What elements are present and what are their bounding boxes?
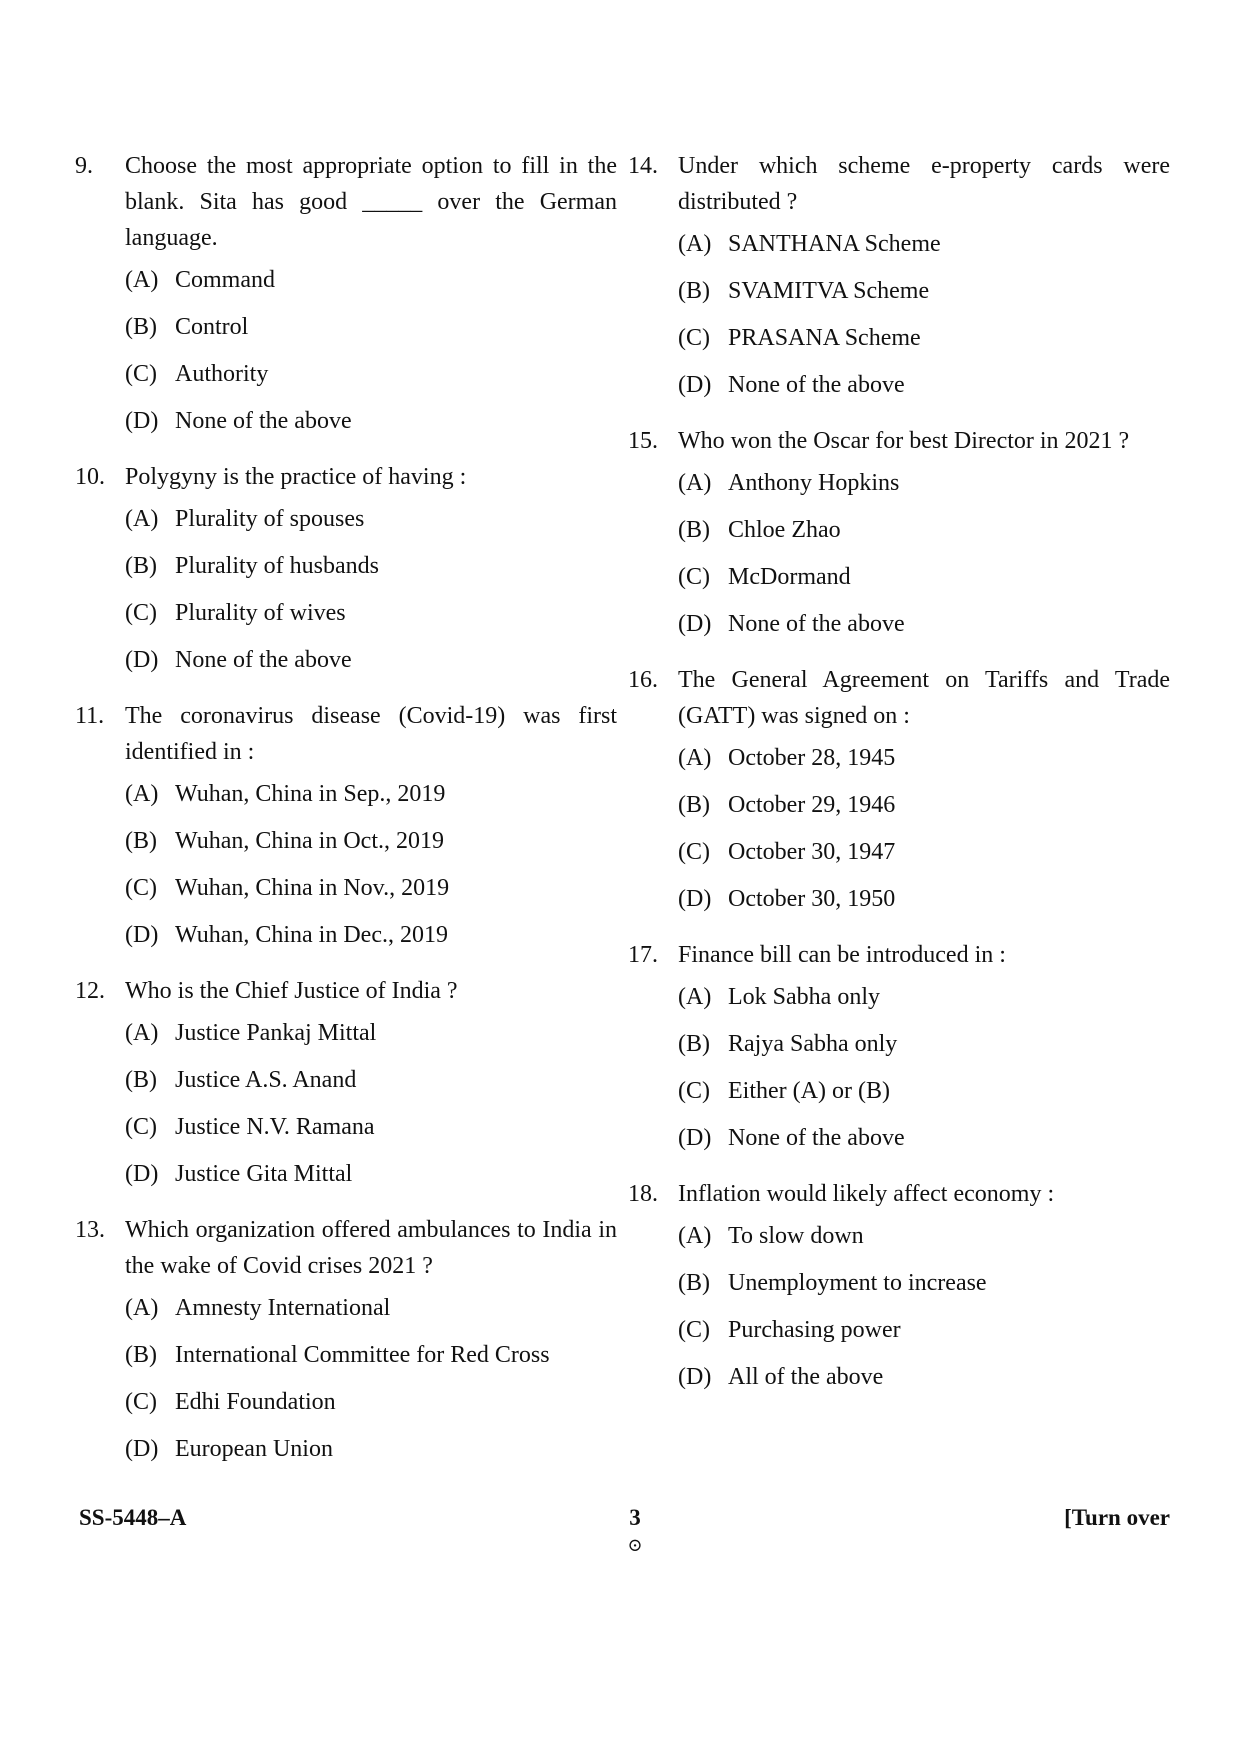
option-text: None of the above — [175, 647, 352, 673]
question-number: 10. — [75, 464, 105, 490]
question-10 — [75, 459, 617, 692]
question-17 — [628, 937, 1170, 1170]
option-label: (D) — [678, 372, 712, 398]
question-15 — [628, 423, 1170, 656]
option-text: European Union — [175, 1436, 333, 1462]
option-list — [125, 1293, 617, 1481]
option-b — [125, 1065, 617, 1112]
option-text: None of the above — [728, 1125, 905, 1151]
option-text: None of the above — [728, 611, 905, 637]
option-text: McDormand — [728, 564, 851, 590]
option-label: (C) — [678, 564, 710, 590]
option-b — [125, 1340, 617, 1387]
option-d — [678, 884, 1170, 931]
option-label: (D) — [678, 886, 712, 912]
question-text: Which organization offered ambulances to India in the wake of Covid crises 2021 ? — [125, 1217, 617, 1279]
turn-over-note: [Turn over — [1064, 1505, 1170, 1530]
option-label: (B) — [125, 1342, 157, 1368]
option-list — [678, 1221, 1170, 1409]
option-a — [125, 265, 617, 312]
option-text: Control — [175, 314, 249, 340]
option-b — [678, 276, 1170, 323]
option-label: (C) — [125, 1114, 157, 1140]
option-c — [125, 873, 617, 920]
option-text: Plurality of husbands — [175, 553, 379, 579]
question-text: The General Agreement on Tariffs and Trade (GATT) was signed on : — [678, 667, 1170, 729]
option-text: All of the above — [728, 1364, 884, 1390]
option-a — [678, 1221, 1170, 1268]
option-text: Either (A) or (B) — [728, 1078, 890, 1104]
question-18 — [628, 1176, 1170, 1409]
option-list — [678, 229, 1170, 417]
option-text: Justice Gita Mittal — [175, 1161, 353, 1187]
option-label: (D) — [125, 1161, 159, 1187]
option-c — [678, 837, 1170, 884]
option-label: (D) — [125, 408, 159, 434]
option-text: SANTHANA Scheme — [728, 231, 941, 257]
option-a — [125, 779, 617, 826]
option-text: Justice N.V. Ramana — [175, 1114, 375, 1140]
option-b — [678, 790, 1170, 837]
option-label: (D) — [125, 647, 159, 673]
option-text: October 30, 1950 — [728, 886, 896, 912]
option-label: (B) — [678, 278, 710, 304]
option-label: (A) — [125, 1020, 159, 1046]
option-c — [125, 1112, 617, 1159]
option-label: (B) — [678, 1031, 710, 1057]
paper-code: SS-5448–A — [79, 1505, 187, 1530]
right-column — [628, 148, 1170, 1415]
option-b — [125, 551, 617, 598]
question-number: 11. — [75, 703, 105, 729]
option-text: Edhi Foundation — [175, 1389, 336, 1415]
option-text: None of the above — [175, 408, 352, 434]
option-label: (D) — [678, 611, 712, 637]
option-a — [678, 743, 1170, 790]
question-9 — [75, 148, 617, 453]
option-list — [125, 779, 617, 967]
option-label: (D) — [678, 1125, 712, 1151]
option-c — [125, 359, 617, 406]
question-text: Who won the Oscar for best Director in 2021 ? — [678, 428, 1130, 454]
option-c — [678, 1076, 1170, 1123]
option-b — [125, 312, 617, 359]
question-number: 13. — [75, 1217, 105, 1243]
option-text: International Committee for Red Cross — [175, 1342, 550, 1368]
option-c — [125, 598, 617, 645]
option-a — [678, 468, 1170, 515]
option-c — [125, 1387, 617, 1434]
option-a — [125, 504, 617, 551]
question-number: 9. — [75, 153, 93, 179]
option-list — [678, 743, 1170, 931]
option-d — [678, 1123, 1170, 1170]
option-label: (A) — [125, 781, 159, 807]
option-text: Purchasing power — [728, 1317, 901, 1343]
option-list — [678, 468, 1170, 656]
option-label: (A) — [125, 267, 159, 293]
option-text: Rajya Sabha only — [728, 1031, 898, 1057]
option-c — [678, 1315, 1170, 1362]
option-d — [678, 609, 1170, 656]
option-text: Amnesty International — [175, 1295, 391, 1321]
option-label: (A) — [125, 506, 159, 532]
question-text: Choose the most appropriate option to fill in the blank. Sita has good _____ over the German language. — [125, 153, 617, 251]
option-text: Chloe Zhao — [728, 517, 841, 543]
option-d — [125, 1434, 617, 1481]
option-label: (C) — [125, 361, 157, 387]
option-b — [125, 826, 617, 873]
question-number: 15. — [628, 428, 658, 454]
question-12 — [75, 973, 617, 1206]
option-text: October 28, 1945 — [728, 745, 896, 771]
option-text: Command — [175, 267, 275, 293]
left-column — [75, 148, 617, 1487]
option-text: Wuhan, China in Oct., 2019 — [175, 828, 444, 854]
option-label: (C) — [125, 875, 157, 901]
option-c — [678, 323, 1170, 370]
option-label: (C) — [678, 1078, 710, 1104]
question-11 — [75, 698, 617, 967]
option-a — [125, 1293, 617, 1340]
option-text: Anthony Hopkins — [728, 470, 900, 496]
option-d — [125, 406, 617, 453]
option-b — [678, 515, 1170, 562]
option-text: Lok Sabha only — [728, 984, 880, 1010]
option-d — [125, 1159, 617, 1206]
option-text: PRASANA Scheme — [728, 325, 921, 351]
option-list — [125, 504, 617, 692]
option-text: Wuhan, China in Sep., 2019 — [175, 781, 446, 807]
option-label: (A) — [678, 1223, 712, 1249]
option-label: (D) — [125, 922, 159, 948]
option-label: (C) — [678, 325, 710, 351]
question-number: 12. — [75, 978, 105, 1004]
question-number: 18. — [628, 1181, 658, 1207]
option-a — [678, 229, 1170, 276]
option-label: (B) — [678, 792, 710, 818]
option-label: (C) — [125, 600, 157, 626]
option-d — [678, 370, 1170, 417]
option-b — [678, 1029, 1170, 1076]
question-number: 17. — [628, 942, 658, 968]
question-text: The coronavirus disease (Covid-19) was first identified in : — [125, 703, 617, 765]
option-text: October 30, 1947 — [728, 839, 896, 865]
option-b — [678, 1268, 1170, 1315]
option-text: To slow down — [728, 1223, 864, 1249]
option-label: (B) — [125, 828, 157, 854]
option-label: (B) — [678, 517, 710, 543]
option-text: Unemployment to increase — [728, 1270, 987, 1296]
option-label: (A) — [678, 745, 712, 771]
option-text: None of the above — [728, 372, 905, 398]
option-text: October 29, 1946 — [728, 792, 896, 818]
option-list — [125, 265, 617, 453]
option-label: (A) — [678, 470, 712, 496]
question-text: Inflation would likely affect economy : — [678, 1181, 1055, 1207]
question-text: Under which scheme e-property cards were distributed ? — [678, 153, 1170, 215]
question-number: 14. — [628, 153, 658, 179]
option-list — [678, 982, 1170, 1170]
option-text: Wuhan, China in Nov., 2019 — [175, 875, 450, 901]
option-label: (C) — [678, 839, 710, 865]
option-text: Justice Pankaj Mittal — [175, 1020, 377, 1046]
option-a — [678, 982, 1170, 1029]
option-label: (B) — [678, 1270, 710, 1296]
option-label: (A) — [678, 231, 712, 257]
option-list — [125, 1018, 617, 1206]
question-text: Finance bill can be introduced in : — [678, 942, 1006, 968]
option-d — [125, 920, 617, 967]
question-16 — [628, 662, 1170, 931]
option-label: (B) — [125, 1067, 157, 1093]
option-d — [678, 1362, 1170, 1409]
option-text: SVAMITVA Scheme — [728, 278, 930, 304]
option-label: (D) — [125, 1436, 159, 1462]
option-text: Justice A.S. Anand — [175, 1067, 357, 1093]
option-c — [678, 562, 1170, 609]
circle-dot-mark: ⊙ — [627, 1535, 643, 1555]
question-number: 16. — [628, 667, 658, 693]
question-13 — [75, 1212, 617, 1481]
option-text: Plurality of spouses — [175, 506, 365, 532]
option-d — [125, 645, 617, 692]
question-text: Who is the Chief Justice of India ? — [125, 978, 458, 1004]
option-text: Wuhan, China in Dec., 2019 — [175, 922, 448, 948]
option-a — [125, 1018, 617, 1065]
option-text: Authority — [175, 361, 269, 387]
question-text: Polygyny is the practice of having : — [125, 464, 467, 490]
option-label: (A) — [678, 984, 712, 1010]
page-number: 3 — [629, 1505, 641, 1530]
question-14 — [628, 148, 1170, 417]
option-label: (A) — [125, 1295, 159, 1321]
page-footer — [75, 1505, 1170, 1555]
option-label: (C) — [678, 1317, 710, 1343]
option-label: (C) — [125, 1389, 157, 1415]
option-label: (B) — [125, 553, 157, 579]
option-label: (B) — [125, 314, 157, 340]
option-text: Plurality of wives — [175, 600, 346, 626]
option-label: (D) — [678, 1364, 712, 1390]
